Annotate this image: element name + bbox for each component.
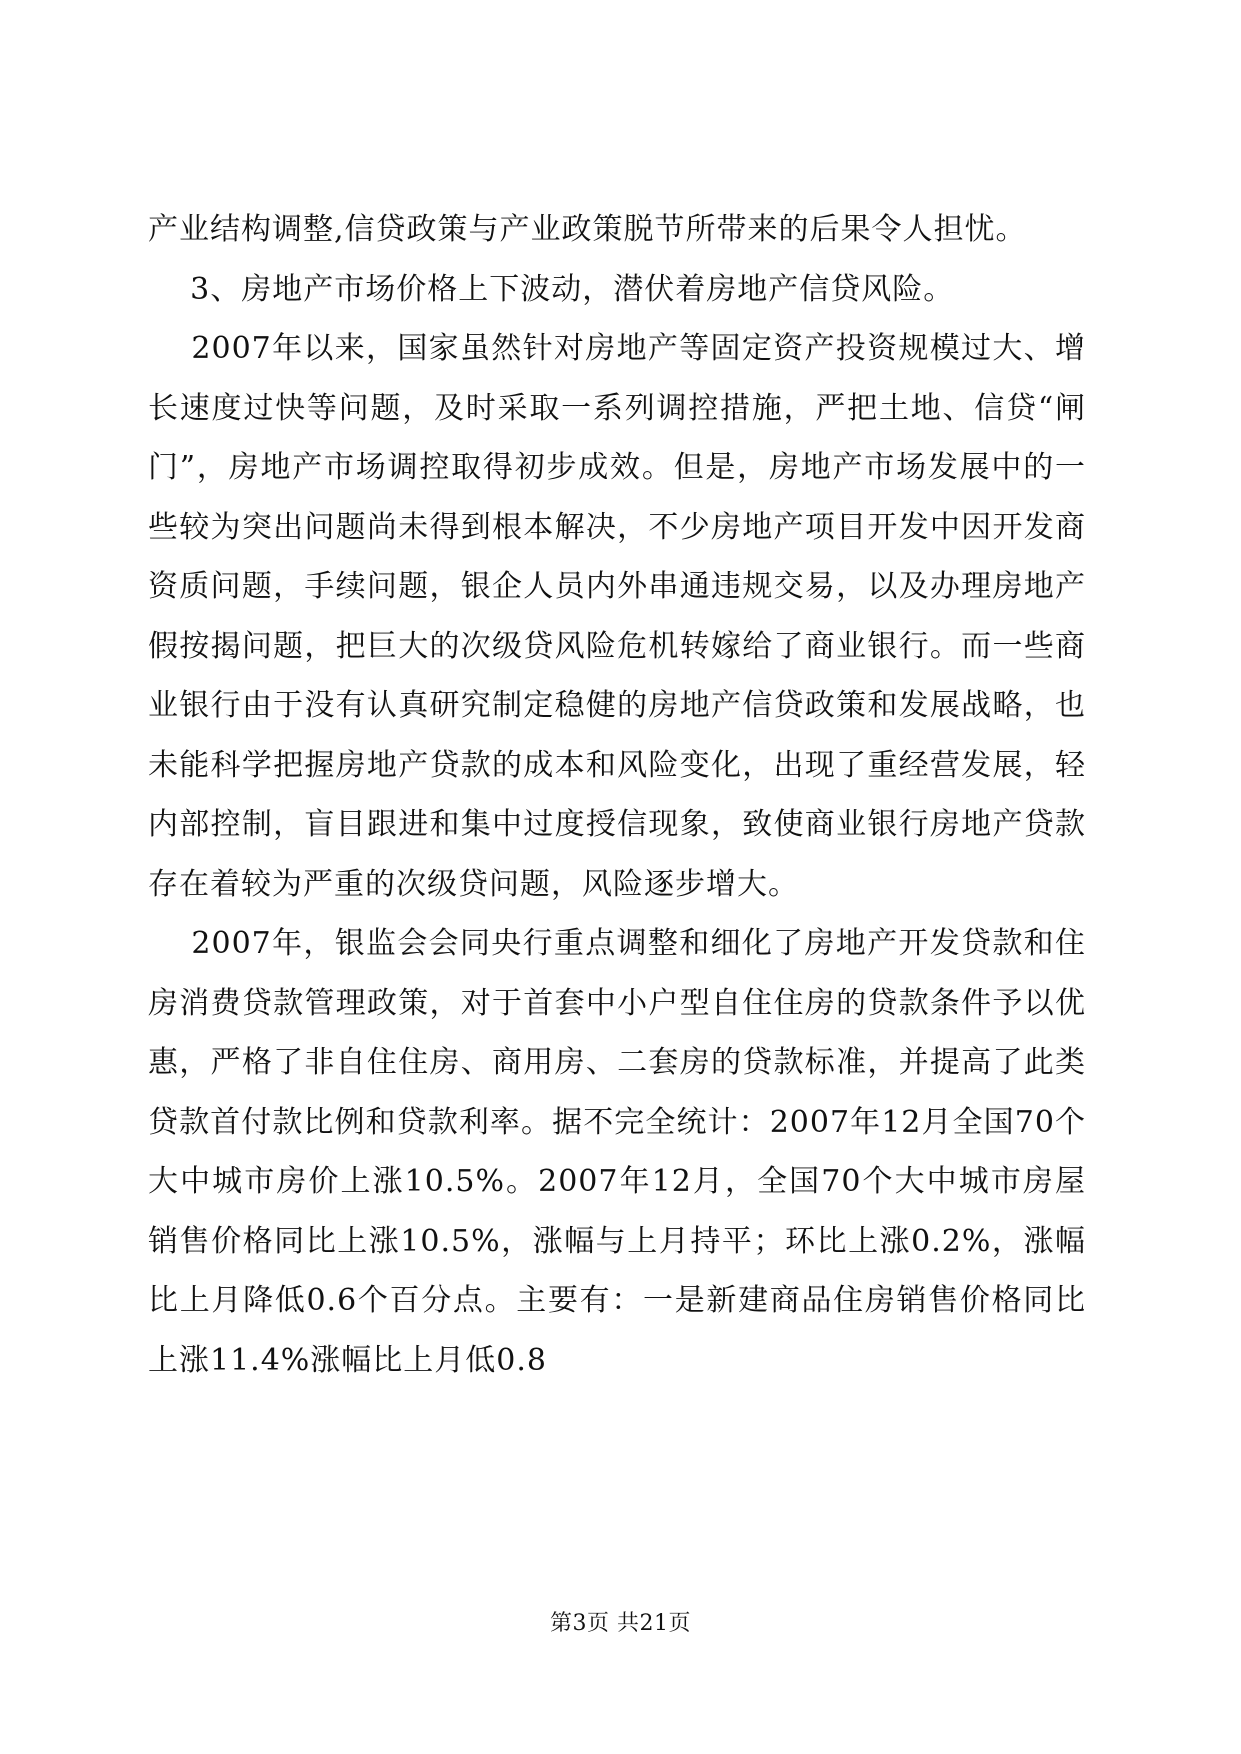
paragraph-2007-policy: 2007年，银监会会同央行重点调整和细化了房地产开发贷款和住房消费贷款管理政策，对于首套中小户型自住住房的贷款条件予以优惠，严格了非自住住房、商用房、二套房的贷款标准，并提高了此类贷款首付款比例和贷款利率。据不完全统计：2007年12月全国70个大中城市房价上涨10.5%。2007年12月，全国70个大中城市房屋销售价格同比上涨10.5%，涨幅与上月持平；环比上涨0.2%，涨幅比上月降低0.6个百分点。主要有：一是新建商品住房销售价格同比上涨11.4%涨幅比上月低0.8 bbox=[148, 926, 1086, 1378]
paragraph-heading-3: 3、房地产市场价格上下波动，潜伏着房地产信贷风险。 bbox=[148, 271, 955, 307]
body-text bbox=[148, 200, 1086, 1390]
page-number-footer: 第3页 共21页 bbox=[550, 1611, 691, 1636]
paragraph-2007-regulation: 2007年以来，国家虽然针对房地产等固定资产投资规模过大、增长速度过快等问题，及时采取一系列调控措施，严把土地、信贷“闸门”，房地产市场调控取得初步成效。但是，房地产市场发展中的一些较为突出问题尚未得到根本解决，不少房地产项目开发中因开发商资质问题，手续问题，银企人员内外串通违规交易，以及办理房地产假按揭问题，把巨大的次级贷风险危机转嫁给了商业银行。而一些商业银行由于没有认真研究制定稳健的房地产信贷政策和发展战略，也未能科学把握房地产贷款的成本和风险变化，出现了重经营发展，轻内部控制，盲目跟进和集中过度授信现象，致使商业银行房地产贷款存在着较为严重的次级贷问题，风险逐步增大。 bbox=[148, 331, 1086, 902]
paragraph-continuation: 产业结构调整,信贷政策与产业政策脱节所带来的后果令人担忧。 bbox=[148, 212, 1027, 247]
